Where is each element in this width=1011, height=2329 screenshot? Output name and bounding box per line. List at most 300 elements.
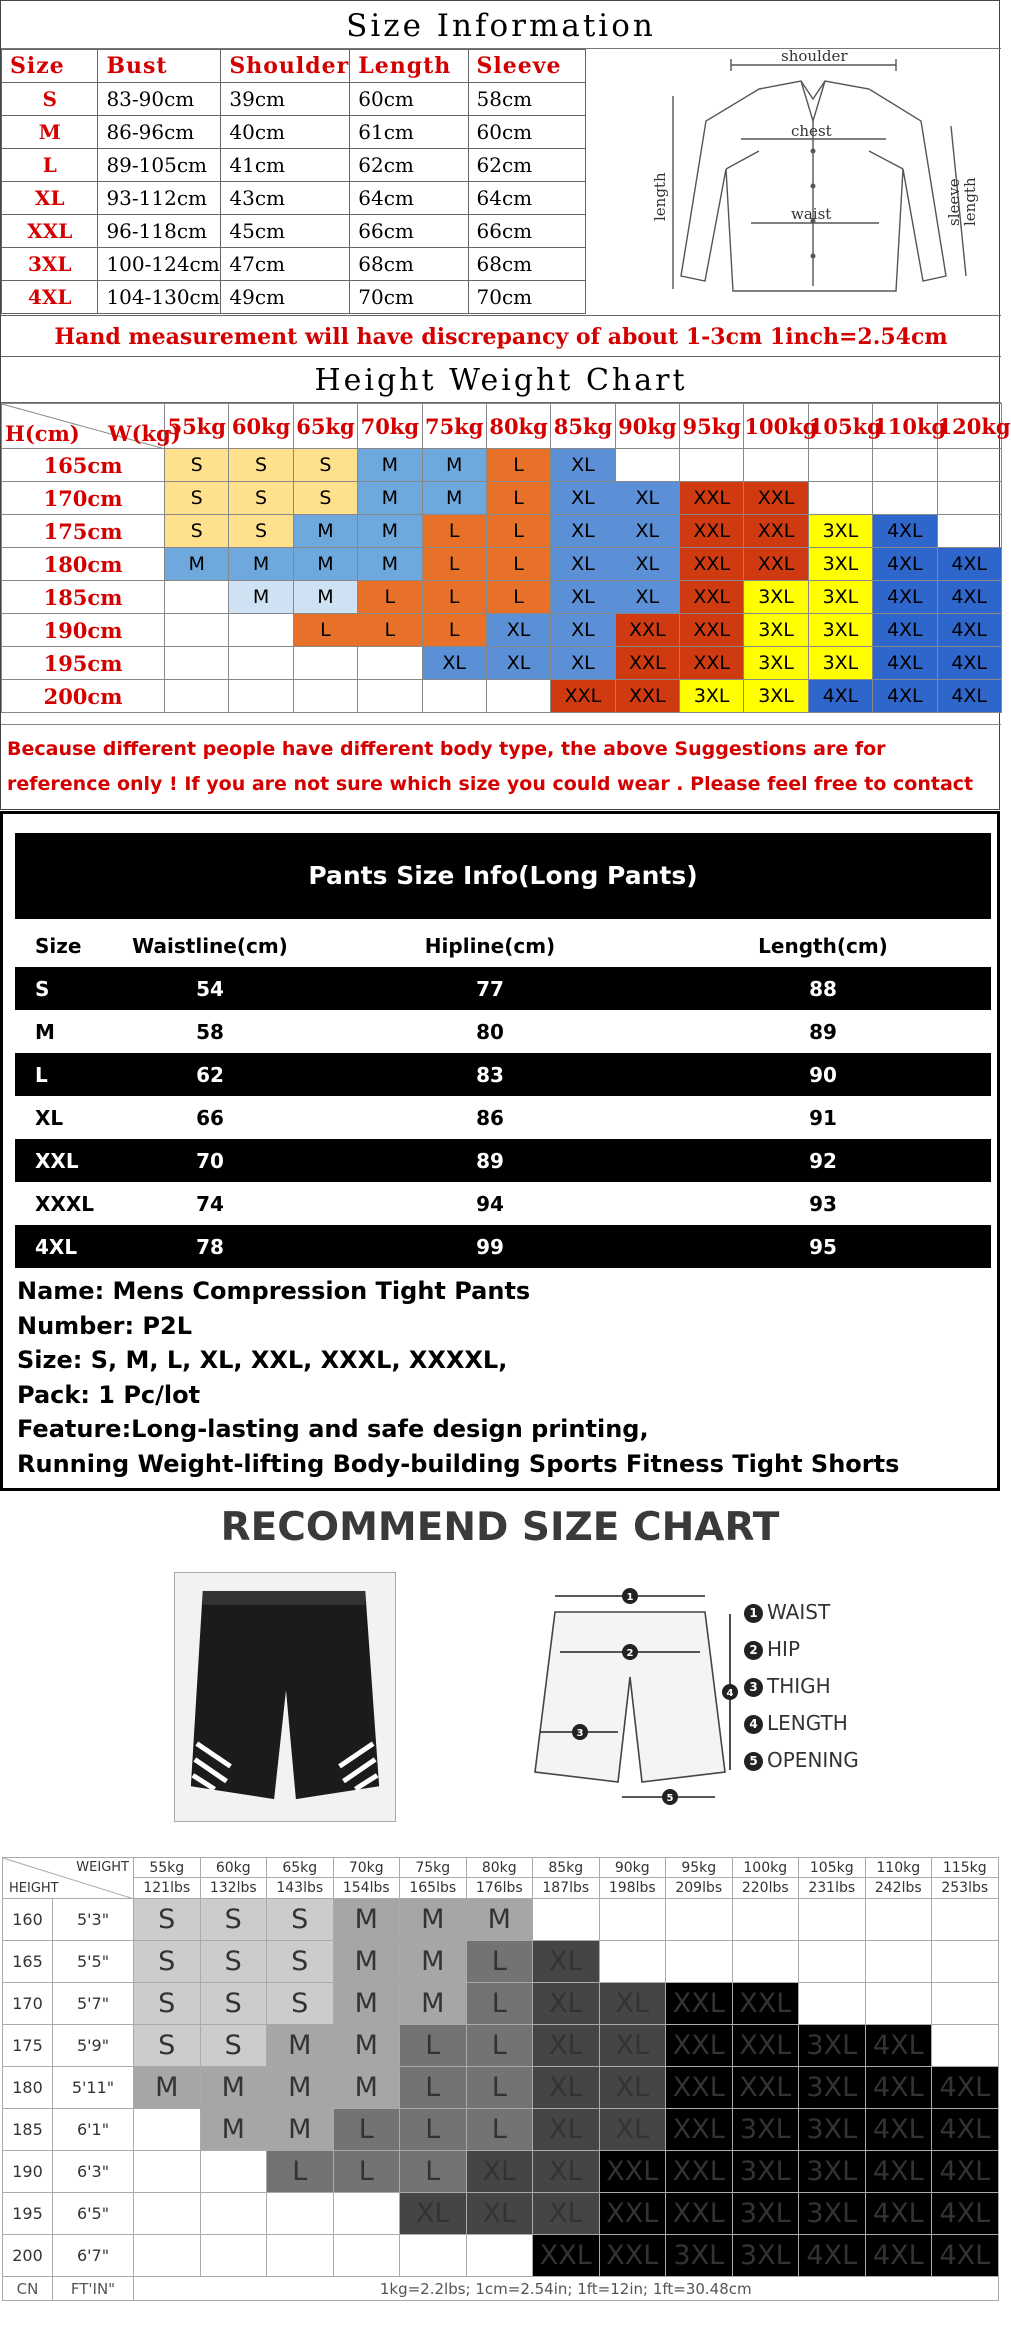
hw-size-cell: XL xyxy=(551,482,615,515)
rc-size-cell: L xyxy=(466,1983,533,2025)
hw-size-cell: M xyxy=(358,548,422,581)
measure-cell: 49cm xyxy=(221,281,350,314)
shirt-size-table xyxy=(1,49,586,314)
pants-cell: 78 xyxy=(95,1225,325,1268)
hw-size-cell xyxy=(358,647,422,680)
size-cell: 4XL xyxy=(2,281,98,314)
table-row xyxy=(2,116,586,149)
rc-size-cell: M xyxy=(333,2025,400,2067)
rc-size-cell xyxy=(932,1899,999,1941)
hw-size-cell: XXL xyxy=(744,548,808,581)
hw-size-cell xyxy=(680,449,744,482)
hw-size-cell: M xyxy=(422,482,486,515)
measure-cell: 68cm xyxy=(468,248,586,281)
recommend-size-table xyxy=(2,1857,999,2301)
rc-size-cell: 4XL xyxy=(865,2235,932,2277)
hw-size-cell: 3XL xyxy=(744,614,808,647)
hw-size-cell: XL xyxy=(486,647,550,680)
measure-cell: 43cm xyxy=(221,182,350,215)
rc-footer-note: 1kg=2.2lbs; 1cm=2.54in; 1ft=12in; 1ft=30.48cm xyxy=(134,2277,999,2301)
hw-weight-header: 60kg xyxy=(229,404,293,449)
rc-size-cell: M xyxy=(267,2109,334,2151)
shirt-header-cell: Sleeve xyxy=(468,50,586,83)
hw-size-cell: XL xyxy=(551,515,615,548)
pants-cell: 91 xyxy=(809,1105,837,1130)
rc-size-cell: S xyxy=(134,1899,201,1941)
pants-header-cell: Waistline(cm) xyxy=(132,933,288,958)
rc-lbs-header: 165lbs xyxy=(400,1878,467,1899)
measure-cell: 100-124cm xyxy=(98,248,221,281)
hw-size-cell xyxy=(486,680,550,713)
rc-cm-cell: 170 xyxy=(3,1983,53,2025)
hw-size-cell: 3XL xyxy=(680,680,744,713)
measure-cell: 89-105cm xyxy=(98,149,221,182)
rc-size-cell: M xyxy=(200,2109,267,2151)
rc-size-cell: 4XL xyxy=(865,2151,932,2193)
rc-size-cell xyxy=(267,2235,334,2277)
rc-size-cell: XXL xyxy=(599,2151,666,2193)
rc-ft-cell: 5'9" xyxy=(53,2025,134,2067)
rc-kg-header: 95kg xyxy=(666,1858,733,1878)
rc-size-cell: L xyxy=(400,2151,467,2193)
rc-size-cell: XXL xyxy=(666,2151,733,2193)
table-row xyxy=(3,2193,999,2235)
rc-size-cell xyxy=(333,2193,400,2235)
hw-size-cell: 4XL xyxy=(873,548,937,581)
rc-size-cell: XXL xyxy=(599,2193,666,2235)
table-row xyxy=(15,1096,991,1139)
diagram-label-sleeve: sleeve xyxy=(945,178,963,226)
rc-size-cell xyxy=(200,2151,267,2193)
rc-size-cell: S xyxy=(267,1899,334,1941)
rc-size-cell: 4XL xyxy=(865,2193,932,2235)
rc-size-cell: XL xyxy=(533,2025,600,2067)
hw-size-cell: M xyxy=(229,581,293,614)
measure-cell: 64cm xyxy=(350,182,468,215)
rc-size-cell: L xyxy=(466,1941,533,1983)
hw-weight-header: 80kg xyxy=(486,404,550,449)
table-row xyxy=(2,581,1002,614)
hw-size-cell: XXL xyxy=(680,515,744,548)
rc-size-cell xyxy=(134,2235,201,2277)
hw-size-cell: XXL xyxy=(744,482,808,515)
measure-cell: 66cm xyxy=(468,215,586,248)
rc-size-cell: L xyxy=(466,2109,533,2151)
rc-size-cell: XL xyxy=(533,2067,600,2109)
hw-size-cell xyxy=(873,449,937,482)
rc-size-cell xyxy=(400,2235,467,2277)
rc-size-cell: S xyxy=(200,1983,267,2025)
legend-label: WAIST xyxy=(767,1600,831,1624)
rc-lbs-header: 176lbs xyxy=(466,1878,533,1899)
pants-cell: L xyxy=(15,1053,95,1096)
hw-size-cell xyxy=(808,482,872,515)
hw-weight-header: 85kg xyxy=(551,404,615,449)
pants-title: Pants Size Info(Long Pants) xyxy=(15,833,991,919)
rc-size-cell xyxy=(134,2193,201,2235)
measure-cell: 70cm xyxy=(350,281,468,314)
rc-kg-header: 115kg xyxy=(932,1858,999,1878)
rc-lbs-header: 198lbs xyxy=(599,1878,666,1899)
rc-lbs-header: 253lbs xyxy=(932,1878,999,1899)
hw-size-cell: S xyxy=(229,482,293,515)
hw-size-cell: M xyxy=(165,548,229,581)
hw-size-cell xyxy=(229,680,293,713)
rc-cm-cell: 195 xyxy=(3,2193,53,2235)
pants-header-cell: Hipline(cm) xyxy=(424,933,556,958)
rc-kg-header: 110kg xyxy=(865,1858,932,1878)
rc-size-cell: L xyxy=(400,2067,467,2109)
measure-cell: 83-90cm xyxy=(98,83,221,116)
hw-size-cell: M xyxy=(358,449,422,482)
hw-size-cell xyxy=(358,680,422,713)
rc-size-cell xyxy=(865,1941,932,1983)
legend-item xyxy=(744,1705,859,1742)
rc-size-cell: S xyxy=(200,2025,267,2067)
hw-size-cell: 4XL xyxy=(873,614,937,647)
rc-size-cell: L xyxy=(267,2151,334,2193)
measure-cell: 62cm xyxy=(468,149,586,182)
rc-size-cell xyxy=(799,1899,866,1941)
rc-cm-cell: 160 xyxy=(3,1899,53,1941)
table-row xyxy=(15,1225,991,1268)
rc-size-cell: XL xyxy=(533,1983,600,2025)
hw-weight-header: 70kg xyxy=(358,404,422,449)
rc-size-cell: XL xyxy=(599,2109,666,2151)
pants-cell: 88 xyxy=(655,967,991,1010)
pants-cell: 77 xyxy=(325,967,655,1010)
pants-cell: 74 xyxy=(196,1191,224,1216)
size-information-title: Size Information xyxy=(1,1,1001,49)
pants-cell: 90 xyxy=(655,1053,991,1096)
hw-size-cell: XL xyxy=(422,647,486,680)
pants-size-section xyxy=(0,811,1000,1491)
table-row xyxy=(2,482,1002,515)
measure-cell: 86-96cm xyxy=(98,116,221,149)
rc-size-cell: XL xyxy=(599,2025,666,2067)
hw-size-cell: XXL xyxy=(680,548,744,581)
pants-cell: 99 xyxy=(325,1225,655,1268)
hw-size-cell: 4XL xyxy=(873,515,937,548)
rc-size-cell: 3XL xyxy=(732,2193,799,2235)
hw-size-cell: L xyxy=(422,614,486,647)
rc-kg-header: 105kg xyxy=(799,1858,866,1878)
rc-cm-cell: 185 xyxy=(3,2109,53,2151)
measure-cell: 68cm xyxy=(350,248,468,281)
table-row xyxy=(2,680,1002,713)
diagram-label-waist: waist xyxy=(791,205,832,223)
hw-weight-header: 105kg xyxy=(808,404,872,449)
pants-cell: 89 xyxy=(809,1019,837,1044)
product-info-line: Size: S, M, L, XL, XXL, XXXL, XXXXL, xyxy=(17,1346,508,1374)
rc-size-cell: M xyxy=(400,1899,467,1941)
hw-size-cell xyxy=(422,680,486,713)
pants-cell: 70 xyxy=(95,1139,325,1182)
hw-size-cell: 3XL xyxy=(744,647,808,680)
measure-cell: 70cm xyxy=(468,281,586,314)
rc-size-cell: M xyxy=(200,2067,267,2109)
table-row xyxy=(2,149,586,182)
hw-size-cell: XL xyxy=(615,482,679,515)
pants-cell: 95 xyxy=(655,1225,991,1268)
size-cell: XL xyxy=(2,182,98,215)
pants-cell: 94 xyxy=(476,1191,504,1216)
rc-size-cell: XXL xyxy=(599,2235,666,2277)
hw-size-cell: XL xyxy=(551,449,615,482)
measure-cell: 39cm xyxy=(221,83,350,116)
rc-lbs-header: 209lbs xyxy=(666,1878,733,1899)
hw-weight-header: 110kg xyxy=(873,404,937,449)
pants-cell: 93 xyxy=(809,1191,837,1216)
hw-height-cell: 190cm xyxy=(2,614,165,647)
product-info-line: Number: P2L xyxy=(17,1311,193,1340)
hw-size-cell xyxy=(937,482,1001,515)
hw-size-cell: S xyxy=(293,482,357,515)
hw-size-cell xyxy=(615,449,679,482)
measure-cell: 61cm xyxy=(350,116,468,149)
legend-item xyxy=(744,1594,859,1631)
rc-size-cell: XL xyxy=(466,2193,533,2235)
rc-size-cell: XL xyxy=(533,2193,600,2235)
diagram-label-length: length xyxy=(651,172,669,221)
measure-cell: 66cm xyxy=(350,215,468,248)
rc-size-cell xyxy=(333,2235,400,2277)
hw-size-cell xyxy=(293,680,357,713)
size-cell: M xyxy=(2,116,98,149)
legend-label: LENGTH xyxy=(767,1711,848,1735)
table-row xyxy=(2,614,1002,647)
hw-size-cell: 4XL xyxy=(873,581,937,614)
table-row xyxy=(2,647,1002,680)
hw-height-cell: 185cm xyxy=(2,581,165,614)
rc-size-cell xyxy=(599,1899,666,1941)
hw-height-cell: 180cm xyxy=(2,548,165,581)
pants-cell: 58 xyxy=(196,1019,224,1044)
pants-cell: XXL xyxy=(15,1139,95,1182)
hw-size-cell: 3XL xyxy=(744,680,808,713)
hw-size-cell xyxy=(873,482,937,515)
hw-size-cell: 4XL xyxy=(937,647,1001,680)
rc-size-cell: XXL xyxy=(732,1983,799,2025)
hw-size-cell: XL xyxy=(615,548,679,581)
rc-size-cell xyxy=(932,1983,999,2025)
hw-size-cell: 4XL xyxy=(937,548,1001,581)
rc-ft-cell: 5'7" xyxy=(53,1983,134,2025)
hw-size-cell: L xyxy=(358,614,422,647)
hw-size-cell: XL xyxy=(551,614,615,647)
table-row xyxy=(3,1899,999,1941)
measure-cell: 40cm xyxy=(221,116,350,149)
rc-ft-cell: 5'5" xyxy=(53,1941,134,1983)
table-row xyxy=(2,215,586,248)
hw-size-cell: XXL xyxy=(680,614,744,647)
rc-ft-cell: 5'3" xyxy=(53,1899,134,1941)
hw-weight-label: W(kg) xyxy=(108,421,181,446)
shirt-header-cell: Size xyxy=(2,50,98,83)
hw-height-cell: 175cm xyxy=(2,515,165,548)
rc-size-cell: XL xyxy=(599,2067,666,2109)
pants-header-row xyxy=(15,924,991,967)
hw-size-cell: L xyxy=(293,614,357,647)
rc-ft-cell: 6'1" xyxy=(53,2109,134,2151)
hw-size-cell: M xyxy=(293,548,357,581)
table-row xyxy=(3,2151,999,2193)
hw-weight-header: 90kg xyxy=(615,404,679,449)
rc-kg-header: 80kg xyxy=(466,1858,533,1878)
rc-size-cell: L xyxy=(333,2151,400,2193)
rc-size-cell: 4XL xyxy=(932,2109,999,2151)
rc-size-cell: S xyxy=(267,1983,334,2025)
table-row xyxy=(3,1983,999,2025)
hw-size-cell: L xyxy=(486,581,550,614)
hw-size-cell: S xyxy=(293,449,357,482)
rc-footer-row xyxy=(3,2277,999,2301)
shirt-header-cell: Shoulder xyxy=(221,50,350,83)
rc-size-cell: 3XL xyxy=(732,2235,799,2277)
rc-footer-cn: CN xyxy=(3,2277,53,2301)
rc-size-cell: XXL xyxy=(666,2025,733,2067)
rc-size-cell: 3XL xyxy=(799,2025,866,2067)
pants-cell: 54 xyxy=(95,967,325,1010)
pants-cell: 83 xyxy=(325,1053,655,1096)
hw-size-cell: L xyxy=(486,548,550,581)
legend-number-badge: 5 xyxy=(744,1752,763,1771)
legend-label: HIP xyxy=(767,1637,800,1661)
rc-size-cell xyxy=(865,1983,932,2025)
rc-size-cell: 4XL xyxy=(932,2151,999,2193)
rc-size-cell: M xyxy=(333,1899,400,1941)
rc-size-cell xyxy=(666,1941,733,1983)
measurement-legend xyxy=(744,1594,859,1779)
rc-size-cell xyxy=(932,1941,999,1983)
table-row xyxy=(3,2025,999,2067)
rc-size-cell: 4XL xyxy=(865,2109,932,2151)
rc-size-cell: XL xyxy=(533,2109,600,2151)
table-row xyxy=(15,1182,991,1225)
pants-cell: 62 xyxy=(95,1053,325,1096)
rc-size-cell: M xyxy=(333,1941,400,1983)
rc-size-cell xyxy=(533,1899,600,1941)
hw-height-cell: 170cm xyxy=(2,482,165,515)
rc-size-cell: 4XL xyxy=(799,2235,866,2277)
rc-cm-cell: 175 xyxy=(3,2025,53,2067)
rc-size-cell: S xyxy=(200,1899,267,1941)
diagram-num-4: 4 xyxy=(726,1688,734,1699)
rc-size-cell: S xyxy=(267,1941,334,1983)
pants-cell: 86 xyxy=(476,1105,504,1130)
table-row xyxy=(3,1941,999,1983)
hw-size-cell: 4XL xyxy=(937,581,1001,614)
legend-number-badge: 4 xyxy=(744,1715,763,1734)
size-cell: XXL xyxy=(2,215,98,248)
hw-corner-cell xyxy=(2,404,181,449)
hw-weight-header: 100kg xyxy=(744,404,808,449)
hw-size-cell: M xyxy=(422,449,486,482)
rc-size-cell xyxy=(466,2235,533,2277)
diagram-label-sleeve-length: length xyxy=(961,177,979,226)
hw-size-cell: XL xyxy=(551,548,615,581)
hw-size-cell: XXL xyxy=(615,647,679,680)
hw-size-cell xyxy=(165,581,229,614)
hw-size-cell: 3XL xyxy=(808,581,872,614)
pants-header-cell: Size xyxy=(35,933,82,958)
hw-size-cell xyxy=(293,647,357,680)
legend-label: THIGH xyxy=(767,1674,831,1698)
shorts-measurement-diagram xyxy=(530,1582,740,1812)
pants-size-table xyxy=(15,924,991,1268)
rc-size-cell: L xyxy=(400,2109,467,2151)
hw-size-cell xyxy=(937,515,1001,548)
rc-size-cell: M xyxy=(333,2067,400,2109)
hw-size-cell: 3XL xyxy=(808,515,872,548)
hw-size-cell: L xyxy=(358,581,422,614)
rc-size-cell xyxy=(267,2193,334,2235)
rc-kg-header: 85kg xyxy=(533,1858,600,1878)
rc-size-cell: L xyxy=(333,2109,400,2151)
rc-size-cell: XXL xyxy=(732,2025,799,2067)
rc-ft-cell: 6'7" xyxy=(53,2235,134,2277)
table-row xyxy=(2,83,586,116)
rc-size-cell: XL xyxy=(466,2151,533,2193)
rc-size-cell xyxy=(799,1983,866,2025)
legend-label: OPENING xyxy=(767,1748,859,1772)
hw-size-cell: S xyxy=(165,482,229,515)
hw-size-cell: XXL xyxy=(615,614,679,647)
rc-cm-cell: 190 xyxy=(3,2151,53,2193)
measure-cell: 58cm xyxy=(468,83,586,116)
size-information-section xyxy=(0,0,1011,810)
rc-cm-cell: 200 xyxy=(3,2235,53,2277)
hw-size-cell: XL xyxy=(486,614,550,647)
legend-number-badge: 2 xyxy=(744,1641,763,1660)
pants-cell: S xyxy=(15,967,95,1010)
pants-cell: XXXL xyxy=(35,1191,95,1216)
table-row xyxy=(2,281,586,314)
rc-size-cell: XL xyxy=(599,1983,666,2025)
rc-size-cell: XXL xyxy=(666,2193,733,2235)
hw-size-cell: M xyxy=(293,581,357,614)
hw-size-cell: XXL xyxy=(744,515,808,548)
rc-size-cell: 3XL xyxy=(799,2109,866,2151)
shirt-measurement-diagram xyxy=(641,47,986,311)
rc-size-cell xyxy=(932,2025,999,2067)
rc-size-cell: 3XL xyxy=(799,2151,866,2193)
rc-cm-cell: 165 xyxy=(3,1941,53,1983)
rc-ft-cell: 5'11" xyxy=(53,2067,134,2109)
rc-size-cell: S xyxy=(200,1941,267,1983)
hw-weight-header: 95kg xyxy=(680,404,744,449)
rc-kg-header: 55kg xyxy=(134,1858,201,1878)
hw-size-cell: 4XL xyxy=(873,647,937,680)
hw-size-cell xyxy=(744,449,808,482)
hw-size-cell: S xyxy=(165,449,229,482)
rc-lbs-header: 220lbs xyxy=(732,1878,799,1899)
hw-size-cell: 3XL xyxy=(744,581,808,614)
rc-kg-header: 100kg xyxy=(732,1858,799,1878)
hw-size-cell: L xyxy=(486,515,550,548)
hw-size-cell xyxy=(165,614,229,647)
hw-size-cell: XXL xyxy=(615,680,679,713)
rc-cm-cell: 180 xyxy=(3,2067,53,2109)
measure-cell: 62cm xyxy=(350,149,468,182)
rc-kg-header: 65kg xyxy=(267,1858,334,1878)
diagram-label-chest: chest xyxy=(791,122,832,140)
hw-size-cell: 4XL xyxy=(937,680,1001,713)
diagram-num-3: 3 xyxy=(576,1728,584,1739)
rc-corner-cell xyxy=(3,1858,134,1899)
hw-size-cell: M xyxy=(358,482,422,515)
rc-size-cell: 3XL xyxy=(732,2151,799,2193)
